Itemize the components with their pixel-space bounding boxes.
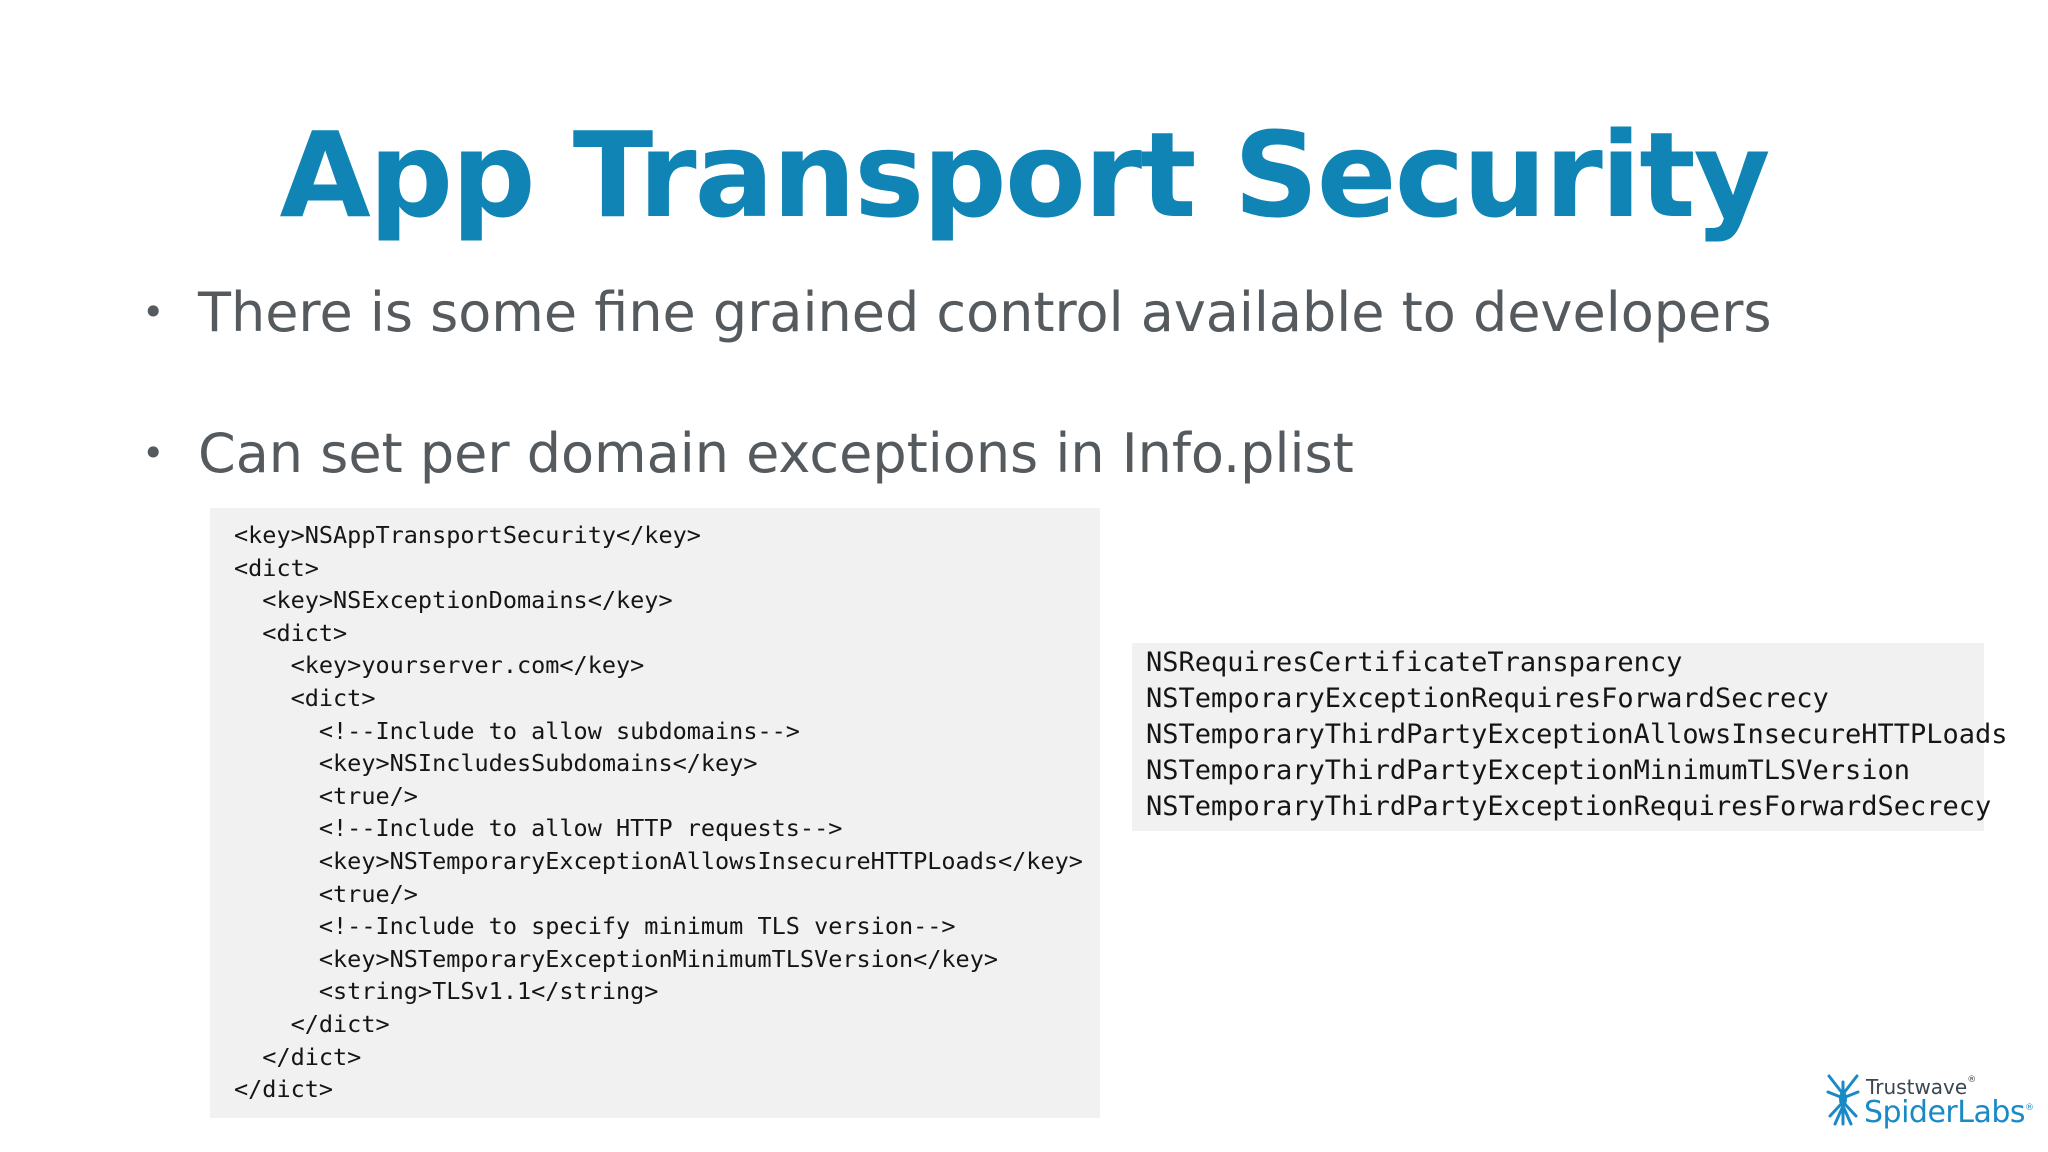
code-line: <dict>: [234, 618, 348, 647]
code-line: </dict>: [234, 1042, 362, 1071]
bullet-dot: •: [142, 290, 165, 334]
code-line: <key>yourserver.com</key>: [234, 651, 645, 680]
product-name: SpiderLabs: [1864, 1095, 2026, 1130]
code-line: <!--Include to allow HTTP requests-->: [234, 814, 843, 843]
code-line: <key>NSTemporaryExceptionAllowsInsecureHTTPLoads</key>: [234, 846, 1083, 875]
code-line: <key>NSIncludesSubdomains</key>: [234, 749, 758, 778]
spider-icon: [1826, 1072, 1860, 1126]
code-line: <string>TLSv1.1</string>: [234, 977, 659, 1006]
brand-name: Trustwave: [1866, 1075, 1968, 1099]
bullet-item: [142, 277, 1772, 348]
exception-keys-code-block: [1132, 643, 2008, 831]
code-line: NSTemporaryThirdPartyExceptionMinimumTLSVersion: [1146, 755, 1911, 786]
bullet-text: Can set per domain exceptions in Info.plist: [198, 422, 1354, 485]
code-line: NSTemporaryThirdPartyExceptionRequiresForwardSecrecy: [1146, 791, 1992, 822]
slide-title: App Transport Security: [279, 106, 1769, 244]
bullet-dot: •: [142, 431, 165, 475]
logo-product-text: [1864, 1090, 2034, 1131]
code-line: <true/>: [234, 781, 418, 810]
code-line: NSTemporaryExceptionRequiresForwardSecrecy: [1146, 683, 1829, 714]
code-line: <!--Include to allow subdomains-->: [234, 716, 800, 745]
registered-mark: ®: [2025, 1103, 2034, 1113]
code-line: NSTemporaryThirdPartyExceptionAllowsInsecureHTTPLoads: [1146, 719, 2008, 750]
plist-code-block: [210, 508, 1100, 1118]
bullet-item: [142, 418, 1354, 489]
trustwave-spiderlabs-logo: [1826, 1068, 2034, 1130]
code-line: <key>NSTemporaryExceptionMinimumTLSVersion</key>: [234, 944, 999, 973]
code-line: </dict>: [234, 1009, 390, 1038]
code-line: <dict>: [234, 553, 319, 582]
code-line: <true/>: [234, 879, 418, 908]
code-line: <!--Include to specify minimum TLS version-->: [234, 912, 956, 941]
code-line: <key>NSAppTransportSecurity</key>: [234, 521, 701, 549]
code-line: <dict>: [234, 683, 376, 712]
bullet-text: There is some fine grained control available to developers: [198, 281, 1772, 344]
code-line: </dict>: [234, 1075, 334, 1104]
code-line: <key>NSExceptionDomains</key>: [234, 586, 673, 615]
registered-mark: ®: [1967, 1075, 1977, 1085]
code-line: NSRequiresCertificateTransparency: [1146, 647, 1683, 678]
